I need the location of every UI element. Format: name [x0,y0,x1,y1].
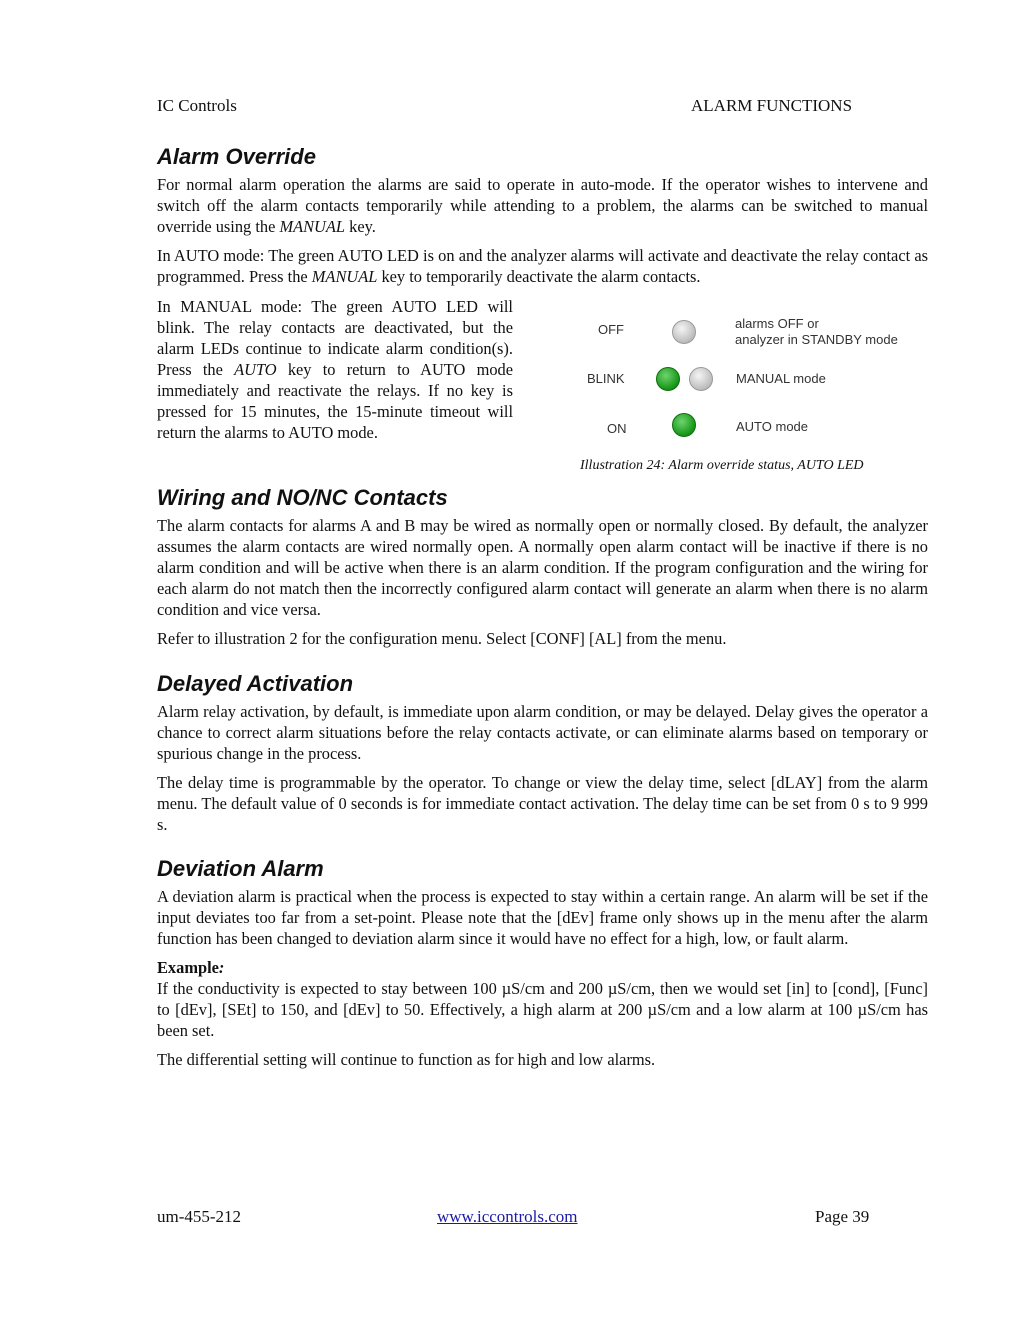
desc-on: AUTO mode [736,419,809,434]
paragraph-delayed-2: The delay time is programmable by the operator. To change or view the delay time, select [dLAY] from the alarm menu. The default value of 0 seconds is for immediate contact activation. The delay time can be set from 0 s to 9 999 s. [157,773,928,834]
desc-blink: MANUAL mode [736,371,826,386]
paragraph-alarm-override-2: In AUTO mode: The green AUTO LED is on and the analyzer alarms will activate and deactivate the relay contact as programmed. Press the MANUAL key to temporarily deactivate the alarm contacts. [157,246,928,286]
section-alarm-override [157,144,928,287]
header-left: IC Controls [157,96,237,115]
section-delayed-activation [157,671,928,835]
paragraph-deviation-1: A deviation alarm is practical when the process is expected to stay within a certain range. An alarm will be set if the input deviates too far from a set-point. Please note that the [dEv] frame only shows up in the menu after the alarm function has been changed to deviation alarm since it would have no effect for a high, low, or fault alarm. [157,887,928,948]
heading-delayed-activation: Delayed Activation [157,671,354,696]
footer-page-number: Page 39 [815,1207,870,1226]
paragraph-manual-mode: In MANUAL mode: The green AUTO LED will blink. The relay contacts are deactivated, but the alarm LEDs continue to indicate alarm condition(s). Press the AUTO key to return to AUTO mode immediately and reactivate the relays. If no key is pressed for 15 minutes, the 15-minute timeout will return the alarms to AUTO mode. [157,297,514,442]
label-off: OFF [598,322,624,337]
figure-caption: Illustration 24: Alarm override status, AUTO LED [580,458,864,473]
heading-deviation-alarm: Deviation Alarm [157,856,324,881]
paragraph-alarm-override-1: For normal alarm operation the alarms are said to operate in auto-mode. If the operator wishes to intervene and switch off the alarm contacts temporarily while attending to a problem, the alarms can be switched to manual override using the MANUAL key. [157,175,928,236]
paragraph-delayed-1: Alarm relay activation, by default, is immediate upon alarm condition, or may be delayed. Delay gives the operator a chance to correct alarm situations before the relay contacts activate, or can eliminate alarms based on temporary or spurious change in the process. [157,702,928,763]
heading-alarm-override: Alarm Override [157,144,316,169]
heading-wiring: Wiring and NO/NC Contacts [157,485,448,510]
led-green-icon [656,367,680,391]
desc-off-2: analyzer in STANDBY mode [735,332,898,347]
label-blink: BLINK [587,371,625,386]
led-status-figure [560,303,940,483]
led-off-icon [672,320,696,344]
desc-off-1: alarms OFF or [735,316,819,331]
section-deviation-alarm [157,856,928,1070]
paragraph-wiring-1: The alarm contacts for alarms A and B may be wired as normally open or normally closed. By default, the analyzer assumes the alarm contacts are wired normally open. A normally open alarm contact will be inactive if there is no alarm condition and will be active when there is an alarm condition. If the program configuration and the wiring for each alarm do not match then the incorrectly configured alarm contact will generate an alarm when there is no alarm condition and vice versa. [157,516,928,619]
led-off-icon [689,367,713,391]
led-green-icon [672,413,696,437]
paragraph-deviation-3: The differential setting will continue to function as for high and low alarms. [157,1050,656,1069]
footer-doc-id: um-455-212 [157,1207,242,1226]
paragraph-wiring-2: Refer to illustration 2 for the configuration menu. Select [CONF] [AL] from the menu. [157,629,727,648]
example-label: Example: [157,958,225,977]
section-wiring [157,485,928,649]
footer-website-link[interactable]: www.iccontrols.com [437,1207,578,1226]
label-on: ON [607,421,627,436]
header-right: ALARM FUNCTIONS [691,96,853,115]
footer-link-wrap [437,1207,578,1227]
paragraph-deviation-2: If the conductivity is expected to stay between 100 µS/cm and 200 µS/cm, then we would set [in] to [cond], [Func] to [dEv], [SEt] to 150, and [dEv] to 50. Effectively, a high alarm at 200 µS/cm and a low alarm at 100 µS/cm has been set. [157,979,928,1040]
